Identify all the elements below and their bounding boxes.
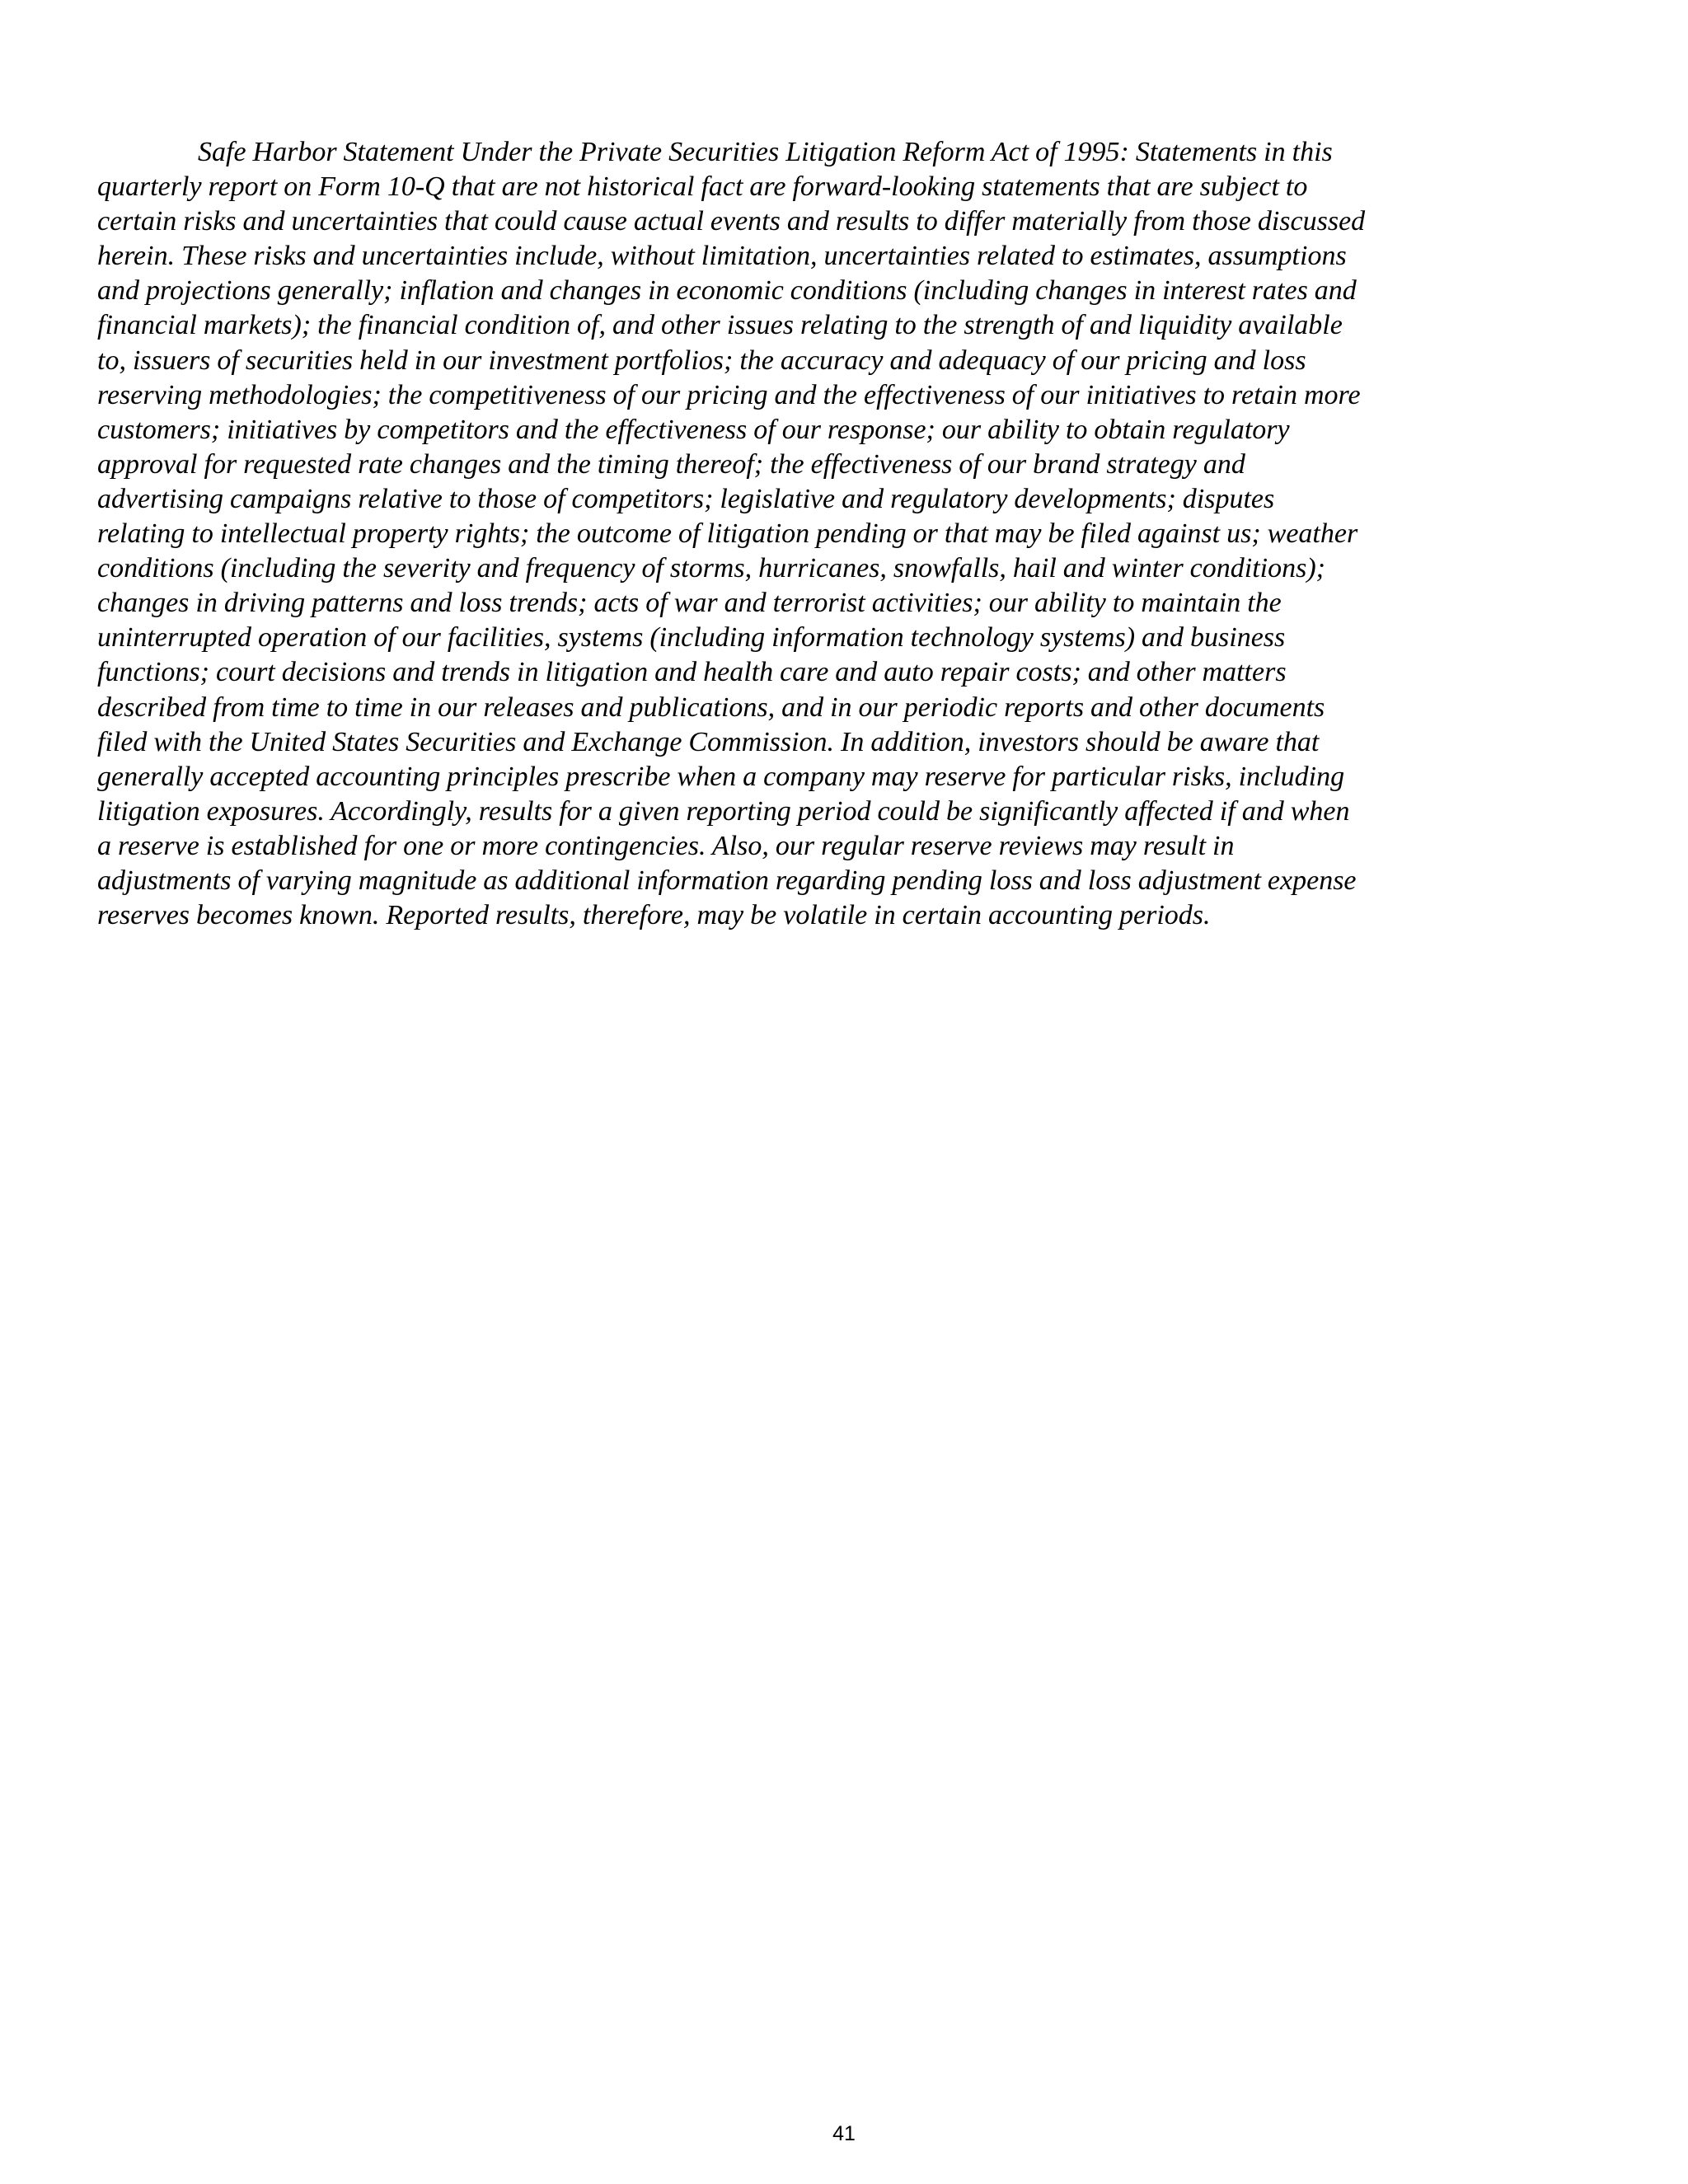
paragraph-line: reserving methodologies; the competitiveness of our pricing and the effectiveness of our initiatives to retain more (97, 379, 1361, 410)
paragraph-line: adjustments of varying magnitude as additional information regarding pending loss and loss adjustment expense (97, 865, 1357, 896)
paragraph-line: litigation exposures. Accordingly, results for a given reporting period could be significantly affected if and when (97, 795, 1350, 827)
paragraph-line: relating to intellectual property rights; the outcome of litigation pending or that may be filed against us; weather (97, 518, 1358, 550)
paragraph-line: quarterly report on Form 10-Q that are not historical fact are forward-looking statements that are subject to (97, 171, 1308, 203)
paragraph-line: reserves becomes known. Reported results, therefore, may be volatile in certain accounting periods. (97, 900, 1211, 931)
paragraph-line: conditions (including the severity and frequency of storms, hurricanes, snowfalls, hail and winter conditions); (97, 553, 1325, 584)
paragraph-line: to, issuers of securities held in our investment portfolios; the accuracy and adequacy of our pricing and loss (97, 344, 1306, 376)
paragraph-line: filed with the United States Securities and Exchange Commission. In addition, investors should be aware that (97, 726, 1320, 757)
paragraph-line: changes in driving patterns and loss trends; acts of war and terrorist activities; our ability to maintain the (97, 588, 1282, 619)
paragraph-line: uninterrupted operation of our facilities, systems (including information technology systems) and business (97, 622, 1286, 654)
paragraph-line: herein. These risks and uncertainties include, without limitation, uncertainties related to estimates, assumptions (97, 241, 1347, 272)
page-number: 41 (832, 2122, 856, 2145)
paragraph-line: approval for requested rate changes and the timing thereof; the effectiveness of our brand strategy and (97, 448, 1245, 480)
paragraph-line: financial markets); the financial condition of, and other issues relating to the strength of and liquidity available (97, 310, 1343, 341)
paragraph-line: a reserve is established for one or more contingencies. Also, our regular reserve reviews may result in (97, 830, 1235, 861)
paragraph-line: advertising campaigns relative to those of competitors; legislative and regulatory developments; disputes (97, 483, 1275, 514)
paragraph-line: described from time to time in our releases and publications, and in our periodic reports and other documents (97, 691, 1325, 723)
paragraph-line: customers; initiatives by competitors and the effectiveness of our response; our ability to obtain regulatory (97, 414, 1290, 445)
safe-harbor-paragraph (97, 135, 1490, 933)
paragraph-line: Safe Harbor Statement Under the Private Securities Litigation Reform Act of 1995: Statements in this (198, 137, 1333, 167)
paragraph-line: functions; court decisions and trends in litigation and health care and auto repair costs; and other matters (97, 657, 1287, 688)
paragraph-line: certain risks and uncertainties that could cause actual events and results to differ materially from those discussed (97, 206, 1366, 237)
paragraph-line: and projections generally; inflation and changes in economic conditions (including changes in interest rates and (97, 275, 1357, 307)
paragraph-line: generally accepted accounting principles prescribe when a company may reserve for particular risks, including (97, 761, 1345, 792)
